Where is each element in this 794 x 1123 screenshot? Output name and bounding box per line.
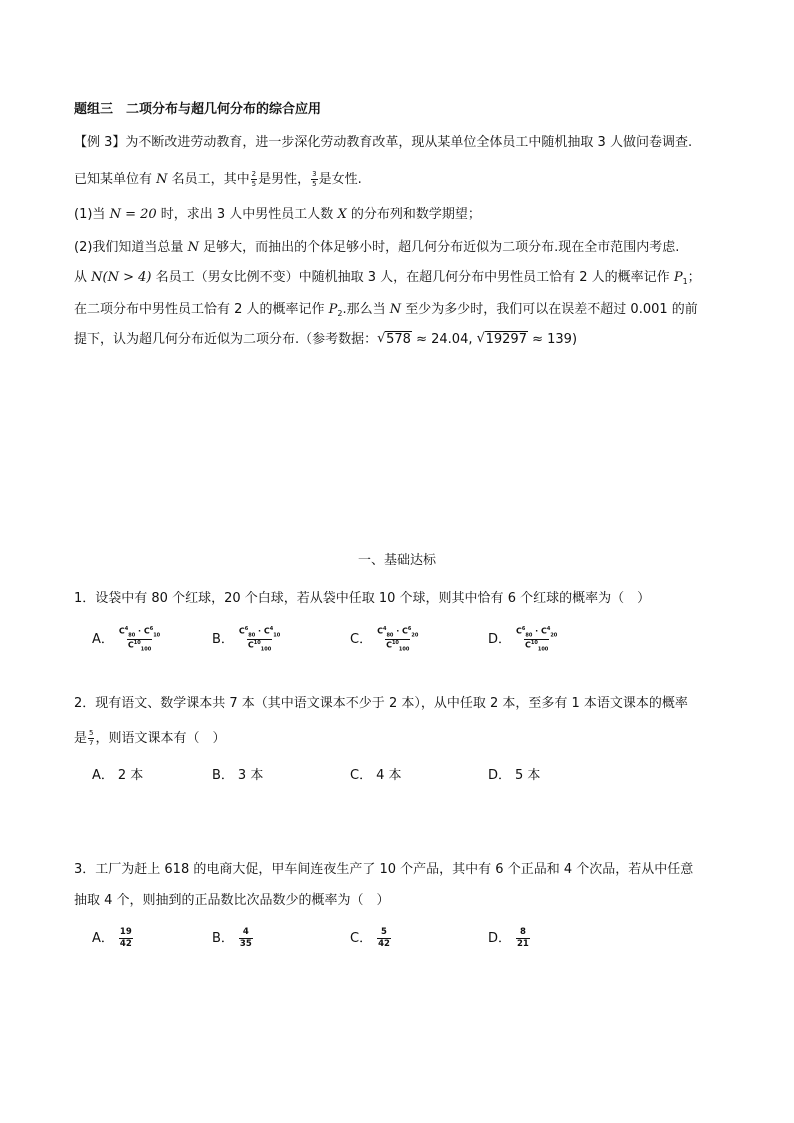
q1-option-d[interactable] <box>488 627 558 653</box>
option-label: C． <box>350 632 373 648</box>
comb-symbol: C <box>247 640 254 650</box>
fraction-num <box>118 627 161 639</box>
option-text: 5 本 <box>515 768 541 783</box>
example-text-2a: 已知某单位有 <box>74 172 157 187</box>
comb-sup: 4 <box>269 626 274 632</box>
comb-sup: 10 <box>391 640 399 647</box>
option-text: 2 本 <box>117 768 144 783</box>
option-label: D． <box>488 930 512 946</box>
example-text-2c: 是男性， <box>258 172 311 187</box>
option-label: D． <box>488 632 512 648</box>
radical-icon: √ <box>377 331 386 346</box>
option-label: C． <box>350 930 373 946</box>
comb-symbol: C <box>127 640 134 650</box>
comb-sub: 80 <box>128 632 136 639</box>
option-label: B． <box>212 768 234 783</box>
comb-symbol: C <box>238 626 245 636</box>
q2-option-c[interactable] <box>350 766 401 786</box>
fraction-den: 42 <box>119 938 132 949</box>
comb-symbol: C <box>525 640 531 650</box>
var-P: P <box>328 302 338 317</box>
example-text-1: 为不断改进劳动教育，进一步深化劳动教育改革，现从某单位全体员工中随机抽取 3 人做问卷调查. <box>125 135 693 150</box>
q2-stem-line-2 <box>74 729 226 749</box>
approx-1: ≈ 24.04, <box>411 332 477 347</box>
comb-sub: 10 <box>273 632 281 639</box>
comb-symbol: C <box>377 626 383 636</box>
fraction-den: 5 <box>251 180 257 188</box>
q2-l2-text-b: 名员工（男女比例不变）中随机抽取 3 人，在超几何分布中男性员工恰有 2 人的概率记作 <box>151 270 674 285</box>
comb-sup: 6 <box>244 626 249 632</box>
subscript: 1 <box>682 277 688 286</box>
option-label: D． <box>488 768 512 783</box>
fraction-female <box>311 171 317 188</box>
comb-sub: 80 <box>525 632 533 639</box>
q2-stem-text-a: 是 <box>74 731 88 746</box>
fraction-num: 2 <box>251 170 257 178</box>
q1-option-b[interactable] <box>212 627 281 653</box>
comb-sup: 6 <box>149 626 154 632</box>
fraction-num <box>238 627 281 639</box>
option-label: C． <box>350 768 373 783</box>
fraction-den: 7 <box>89 739 94 747</box>
q2-stem-text-b: ，则语文课本有（ ） <box>95 731 226 746</box>
q2-option-d[interactable] <box>488 766 540 786</box>
sqrt-value: 19297 <box>485 332 527 347</box>
fraction-5-7 <box>88 730 94 747</box>
q2-l1-text-a: (2)我们知道当总量 <box>74 240 188 255</box>
condition-N: N(N > 4) <box>91 270 152 285</box>
comb-symbol: C <box>540 626 547 636</box>
subquestion-2-line-1 <box>74 238 679 258</box>
q1-equation: N = 20 <box>109 207 157 222</box>
combination-fraction <box>238 627 281 653</box>
comb-sub: 100 <box>260 646 272 653</box>
comb-sub: 100 <box>140 646 152 653</box>
comb-symbol: C <box>263 626 270 636</box>
comb-symbol: C <box>402 626 408 636</box>
fraction-num: 19 <box>119 927 132 937</box>
sqrt-19297 <box>477 330 528 350</box>
example-line-1 <box>74 133 692 153</box>
fraction-num <box>376 627 419 639</box>
option-label: A． <box>92 768 114 783</box>
example-text-2b: 名员工，其中 <box>167 172 250 187</box>
fraction-male <box>251 171 257 188</box>
fraction-num: 5 <box>381 927 387 937</box>
subquestion-1 <box>74 205 481 225</box>
section-title: 一、基础达标 <box>357 553 436 568</box>
q1-text-b: 时，求出 3 人中男性员工人数 <box>156 207 338 222</box>
comb-sup: 6 <box>407 626 412 632</box>
var-P: P <box>673 270 683 285</box>
comb-sub: 100 <box>398 646 410 653</box>
fraction-den: 42 <box>378 938 390 949</box>
fraction-den <box>524 639 549 652</box>
comb-sup: 10 <box>253 640 261 647</box>
subquestion-2-line-2 <box>74 268 701 292</box>
fraction-den <box>385 639 410 652</box>
option-label: A． <box>92 632 114 648</box>
comb-sub: 20 <box>411 632 419 639</box>
comb-sup: 10 <box>133 640 141 647</box>
subscript: 2 <box>337 309 343 318</box>
q2-l4-text-a: 提下，认为超几何分布近似为二项分布.（参考数据： <box>74 332 378 347</box>
option-fraction <box>119 928 133 948</box>
fraction-den: 21 <box>517 938 529 949</box>
fraction-num: 3 <box>312 170 317 178</box>
fraction-num: 5 <box>89 729 94 737</box>
q3-stem-line-1: 3．工厂为赶上 618 的电商大促，甲车间连夜生产了 10 个产品，其中有 6 个正品和 4 个次品，若从中任意 <box>74 862 694 877</box>
comb-symbol: C <box>118 626 125 636</box>
q3-option-d[interactable] <box>488 928 531 949</box>
q2-l2-text-a: 从 <box>74 270 92 285</box>
comb-symbol: C <box>516 626 522 636</box>
option-label: B． <box>212 632 234 648</box>
q2-l1-text-b: 足够大，而抽出的个体足够小时，超几何分布近似为二项分布.现在全市范围内考虑. <box>198 240 680 255</box>
example-text-2d: 是女性. <box>318 172 362 187</box>
var-N: N <box>389 302 402 317</box>
fraction-den: 35 <box>239 938 252 949</box>
q3-stem-line-2: 抽取 4 个，则抽到的正品数比次品数少的概率为（ ） <box>74 893 390 908</box>
comb-dot: · <box>393 626 403 636</box>
fraction-num: 4 <box>242 927 249 937</box>
comb-sup: 4 <box>124 626 129 632</box>
q1-stem: 1．设袋中有 80 个红球，20 个白球，若从袋中任取 10 个球，则其中恰有 6 个红球的概率为（ ） <box>74 591 651 606</box>
q2-l3-text-b: .那么当 <box>342 302 390 317</box>
sqrt-578 <box>377 330 412 350</box>
comb-sub: 20 <box>550 632 558 639</box>
q3-option-a[interactable] <box>92 928 134 949</box>
comb-sub: 100 <box>537 646 549 653</box>
q1-text-c: 的分布列和数学期望； <box>346 207 481 222</box>
approx-2: ≈ 139) <box>527 332 578 347</box>
sqrt-value: 578 <box>386 332 411 347</box>
option-text: 4 本 <box>376 768 402 783</box>
comb-dot: · <box>532 626 541 636</box>
comb-symbol: C <box>143 626 150 636</box>
subquestion-2-line-3 <box>74 300 698 324</box>
comb-sup: 4 <box>546 626 551 632</box>
subquestion-2-line-4 <box>74 330 577 350</box>
q2-l2-text-c: ； <box>687 270 701 285</box>
comb-sup: 6 <box>521 626 526 632</box>
example-line-2 <box>74 170 362 190</box>
combination-fraction <box>376 627 419 653</box>
fraction-den <box>247 639 272 652</box>
var-X: X <box>337 207 347 222</box>
q2-l3-text-a: 在二项分布中男性员工恰有 2 人的概率记作 <box>74 302 329 317</box>
combination-fraction <box>118 627 161 653</box>
comb-symbol: C <box>386 640 392 650</box>
q2-l3-text-c: 至少为多少时，我们可以在误差不超过 0.001 的前 <box>401 302 698 317</box>
example-tag: 【例 3】 <box>74 135 126 150</box>
option-fraction <box>516 928 530 948</box>
option-label: B． <box>212 930 234 946</box>
q2-option-b[interactable] <box>212 766 263 786</box>
option-fraction <box>239 928 253 948</box>
q1-text-a: (1)当 <box>74 207 110 222</box>
comb-sub: 10 <box>153 632 161 639</box>
comb-dot: · <box>255 626 264 636</box>
fraction-num <box>515 627 558 639</box>
comb-sup: 10 <box>530 640 538 647</box>
q3-option-b[interactable] <box>212 928 254 949</box>
fraction-num: 8 <box>519 927 526 937</box>
q2-stem-line-1: 2．现有语文、数学课本共 7 本（其中语文课本不少于 2 本），从中任取 2 本，至多有 1 本语文课本的概率 <box>74 696 688 711</box>
var-N: N <box>156 172 168 187</box>
option-text: 3 本 <box>237 768 264 783</box>
fraction-den: 5 <box>312 180 317 188</box>
comb-sup: 4 <box>382 626 387 632</box>
radical-icon: √ <box>476 331 485 346</box>
q1-option-a[interactable] <box>92 627 161 653</box>
combination-fraction <box>515 627 558 653</box>
comb-sub: 80 <box>248 632 256 639</box>
group-title: 题组三 二项分布与超几何分布的综合应用 <box>74 102 322 117</box>
q3-option-c[interactable] <box>350 928 392 949</box>
q2-option-a[interactable] <box>92 766 143 786</box>
q1-option-c[interactable] <box>350 627 419 653</box>
option-label: A． <box>92 930 114 946</box>
comb-dot: · <box>135 626 144 636</box>
option-fraction <box>377 928 391 948</box>
var-N: N <box>187 240 199 255</box>
fraction-den <box>127 639 152 652</box>
comb-sub: 80 <box>386 632 394 639</box>
